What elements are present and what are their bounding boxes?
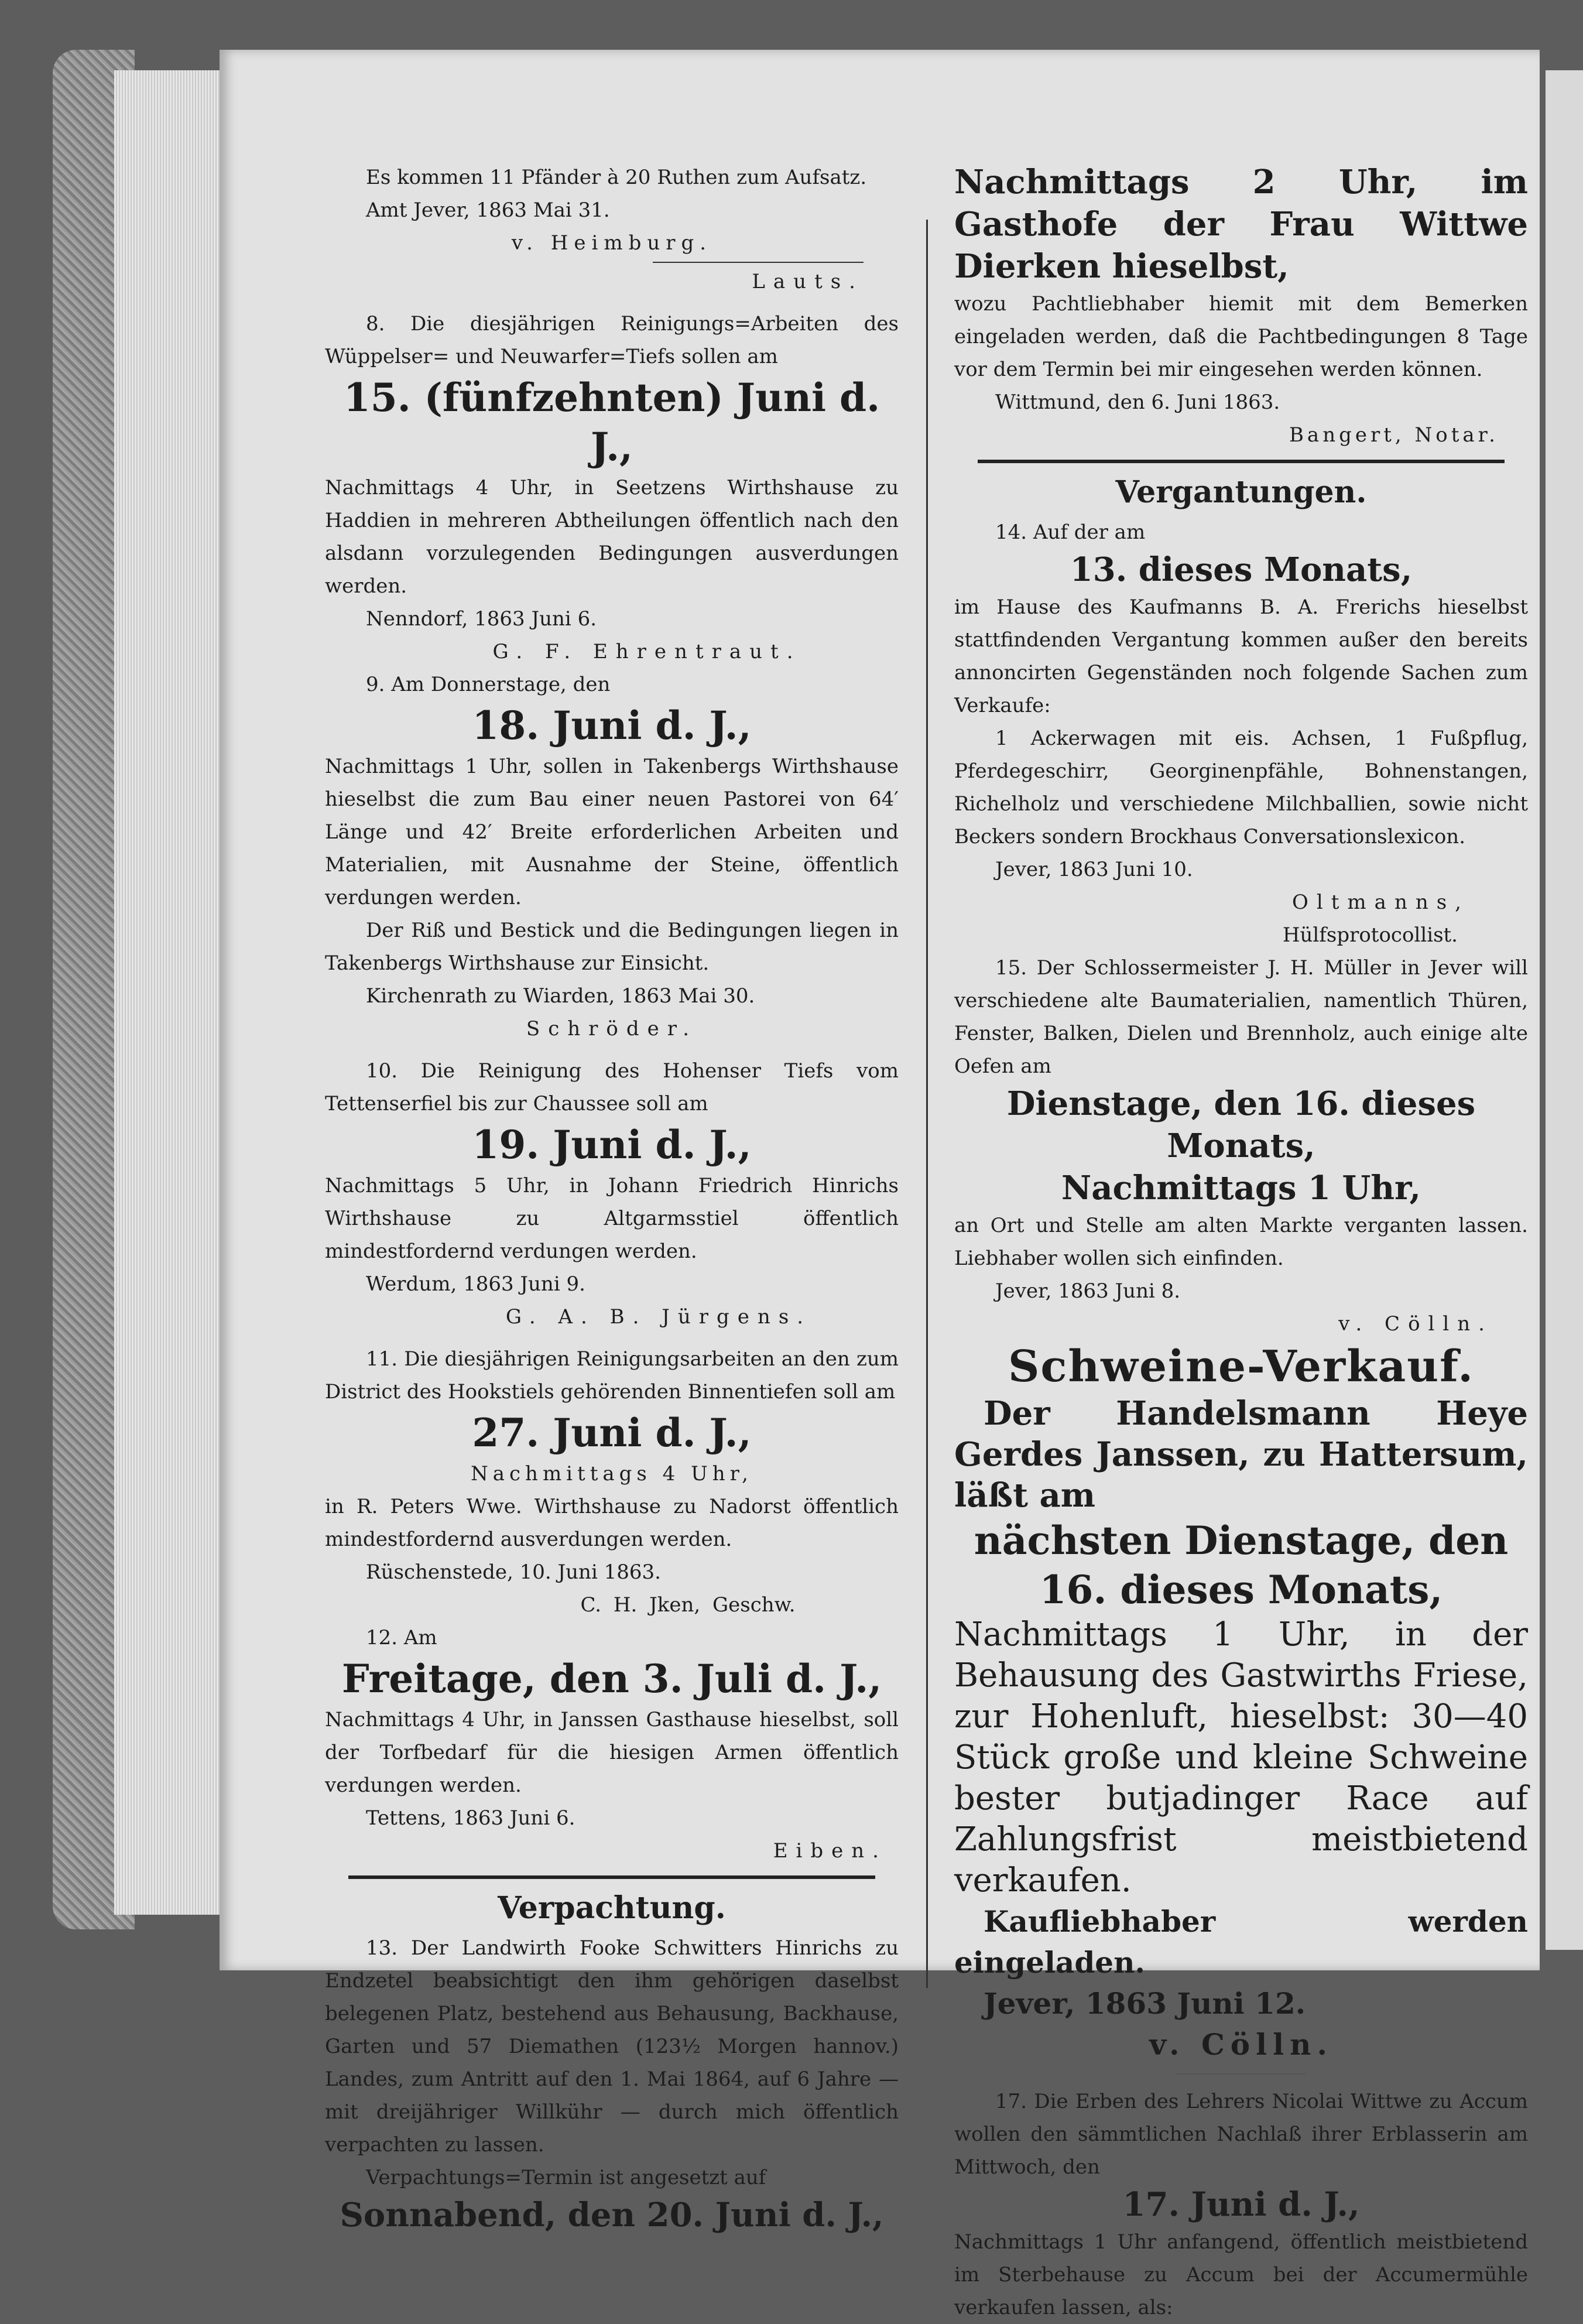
notice-11-text: 11. Die diesjährigen Reinigungsarbeiten an den zum District des Hookstiels gehörenden Binnentiefen soll am (325, 1347, 899, 1404)
notice-14-body: im Hause des Kaufmanns B. A. Frerichs hieselbst stattfindenden Vergantung kommen außer den bereits annoncirten Gegenständen noch folgende Sachen zum Verkaufe: (954, 595, 1528, 717)
notice-14-text: 14. Auf der am (995, 521, 1146, 544)
notice-12-signature: Eiben. (773, 1839, 887, 1863)
notice-10-date: 19. Juni d. J., (472, 1122, 752, 1168)
notice-8-date: 15. (fünfzehnten) Juni d. J., (343, 375, 880, 470)
notice-11-signature: C. H. Jken, Geschw. (580, 1593, 796, 1617)
notice-9-signature: Schröder. (526, 1017, 698, 1041)
notice-14-items: 1 Ackerwagen mit eis. Achsen, 1 Fußpflug, Pferdegeschirr, Georginenpfähle, Bohnenstangen, Richelholz und verschiedene Milchballien, sowie nicht Beckers sondern Brockhaus Conversationslexicon. (954, 727, 1528, 848)
notice-10-text: 10. Die Reinigung des Hohenser Tiefs vom Tettenserfiel bis zur Chaussee soll am (325, 1059, 899, 1115)
notice-9-body-2: Der Riß und Bestick und die Bedingungen liegen in Takenbergs Wirthshause zur Einsicht. (325, 919, 899, 975)
notice-14-signature: Oltmanns, (1292, 891, 1469, 914)
notice-16-title: Schweine-Verkauf. (1008, 1341, 1475, 1392)
notice-16-body-2: Nachmittags 1 Uhr, in der Behausung des Gastwirths Friese, zur Hohenluft, hieselbst: 30—40 Stück große und kleine Schweine bester butjadinger Race auf Zahlungsfrist meistbietend verkaufen. (954, 1615, 1528, 1899)
notice-14-signature-2: Hülfsprotocollist. (1282, 923, 1458, 947)
notice-9-body: Nachmittags 1 Uhr, sollen in Takenbergs Wirthshause hieselbst die zum Bau einer neuen Pastorei von 64′ Länge und 42′ Breite erforderlichen Arbeiten und Materialien, mit Ausnahme der Steine, öffentlich verdungen werden. (325, 755, 899, 909)
page-edges (114, 70, 231, 1915)
notice-8-signature: G. F. Ehrentraut. (492, 640, 801, 663)
notice-7-signature: v. Heimburg. (511, 231, 712, 255)
notice-8-place: Nenndorf, 1863 Juni 6. (366, 607, 597, 631)
left-column (325, 161, 899, 2236)
notice-17-body: Nachmittags 1 Uhr anfangend, öffentlich meistbietend im Sterbehause zu Accum bei der Accumermühle verkaufen lassen, als: (954, 2230, 1528, 2319)
notice-16-date-1: nächsten Dienstage, den (974, 1518, 1509, 1563)
notice-11-body: in R. Peters Wwe. Wirthshause zu Nadorst öffentlich mindestfordernd ausverdungen werden. (325, 1495, 899, 1551)
notice-7-text: Es kommen 11 Pfänder à 20 Ruthen zum Aufsatz. (366, 166, 867, 189)
notice-14-place: Jever, 1863 Juni 10. (995, 858, 1193, 881)
newspaper-page (220, 50, 1540, 2319)
notice-14-date: 13. dieses Monats, (1070, 550, 1413, 589)
column-divider (926, 220, 928, 1988)
notice-16-body: Der Handelsmann Heye Gerdes Janssen, zu Hattersum, läßt am (954, 1394, 1528, 1515)
notice-15-signature: v. Cölln. (1338, 1312, 1493, 1336)
notice-16-invite: Kaufliebhaber werden eingeladen. (954, 1904, 1528, 1980)
notice-12-date: Freitage, den 3. Juli d. J., (341, 1656, 882, 1702)
notice-9-date: 18. Juni d. J., (472, 703, 752, 748)
notice-13-body: wozu Pachtliebhaber hiemit mit dem Bemerken eingeladen werden, daß die Pachtbedingungen 8 Tage vor dem Termin bei mir eingesehen werden können. (954, 292, 1528, 381)
notice-9-text: 9. Am Donnerstage, den (366, 673, 611, 696)
notice-16-date-2: 16. dieses Monats, (1039, 1567, 1443, 1613)
notice-13-signature: Bangert, Notar. (1289, 423, 1499, 447)
section-heading-vergantungen: Vergantungen. (1115, 474, 1367, 510)
notice-7-signature-2: Lauts. (752, 270, 864, 293)
notice-15-text: 15. Der Schlossermeister J. H. Müller in Jever will verschiedene alte Baumaterialien, namentlich Thüren, Fenster, Balken, Dielen und Brennholz, auch einige alte Oefen am (954, 956, 1528, 1078)
divider (1177, 2073, 1306, 2075)
notice-13-text: 13. Der Landwirth Fooke Schwitters Hinrichs zu Endzetel beabsichtigt den ihm gehörigen daselbst belegenen Platz, bestehend aus Behausung, Backhause, Garten und 57 Diemathen (123½ Morgen hannov.) Landes, zum Antritt auf den 1. Mai 1864, auf 6 Jahre — mit dreijähriger Willkühr — durch mich öffentlich verpachten zu lassen. (325, 1936, 899, 2157)
section-heading-verpachtung: Verpachtung. (498, 1890, 726, 1926)
notice-13-time: Nachmittags 2 Uhr, im Gasthofe der Frau Wittwe Dierken hieselbst, (954, 163, 1528, 286)
facing-page-edge (1546, 70, 1583, 1950)
notice-11-time: Nachmittags 4 Uhr, (470, 1462, 753, 1486)
notice-16-place: Jever, 1863 Juni 12. (984, 1986, 1306, 2021)
section-rule (348, 1875, 875, 1879)
notice-9-place: Kirchenrath zu Wiarden, 1863 Mai 30. (366, 984, 755, 1008)
notice-8-body: Nachmittags 4 Uhr, in Seetzens Wirthshause zu Haddien in mehreren Abtheilungen öffentlich nach den alsdann vorzulegenden Bedingungen ausverdungen werden. (325, 476, 899, 598)
notice-13-place: Wittmund, den 6. Juni 1863. (995, 391, 1280, 414)
notice-7-place: Amt Jever, 1863 Mai 31. (366, 198, 610, 222)
notice-10-signature: G. A. B. Jürgens. (505, 1305, 812, 1329)
notice-8-text: 8. Die diesjährigen Reinigungs=Arbeiten des Wüppelser= und Neuwarfer=Tiefs sollen am (325, 312, 899, 368)
notice-13-date: Sonnabend, den 20. Juni d. J., (340, 2196, 884, 2234)
right-column (954, 161, 1528, 2324)
section-rule (978, 460, 1505, 463)
notice-11-place: Rüschenstede, 10. Juni 1863. (366, 1560, 661, 1584)
notice-13-term: Verpachtungs=Termin ist angesetzt auf (366, 2166, 766, 2189)
notice-15-time: Nachmittags 1 Uhr, (1061, 1169, 1421, 1207)
notice-12-text: 12. Am (366, 1626, 437, 1649)
notice-17-text: 17. Die Erben des Lehrers Nicolai Wittwe zu Accum wollen den sämmtlichen Nachlaß ihrer Erblasserin am Mittwoch, den (954, 2090, 1528, 2179)
notice-10-body: Nachmittags 5 Uhr, in Johann Friedrich Hinrichs Wirthshause zu Altgarmsstiel öffentlich mindestfordernd verdungen werden. (325, 1174, 899, 1263)
notice-15-body: an Ort und Stelle am alten Markte verganten lassen. Liebhaber wollen sich einfinden. (954, 1214, 1528, 1270)
notice-11-date: 27. Juni d. J., (472, 1410, 752, 1456)
notice-10-place: Werdum, 1863 Juni 9. (366, 1272, 585, 1296)
notice-12-body: Nachmittags 4 Uhr, in Janssen Gasthause hieselbst, soll der Torfbedarf für die hiesigen Armen öffentlich verdungen werden. (325, 1708, 899, 1797)
notice-16-signature: v. Cölln. (1149, 2027, 1333, 2062)
divider (653, 262, 864, 263)
notice-17-date: 17. Juni d. J., (1122, 2185, 1360, 2224)
notice-15-place: Jever, 1863 Juni 8. (995, 1279, 1181, 1303)
notice-12-place: Tettens, 1863 Juni 6. (366, 1806, 575, 1830)
notice-15-date: Dienstage, den 16. dieses Monats, (1006, 1084, 1476, 1165)
